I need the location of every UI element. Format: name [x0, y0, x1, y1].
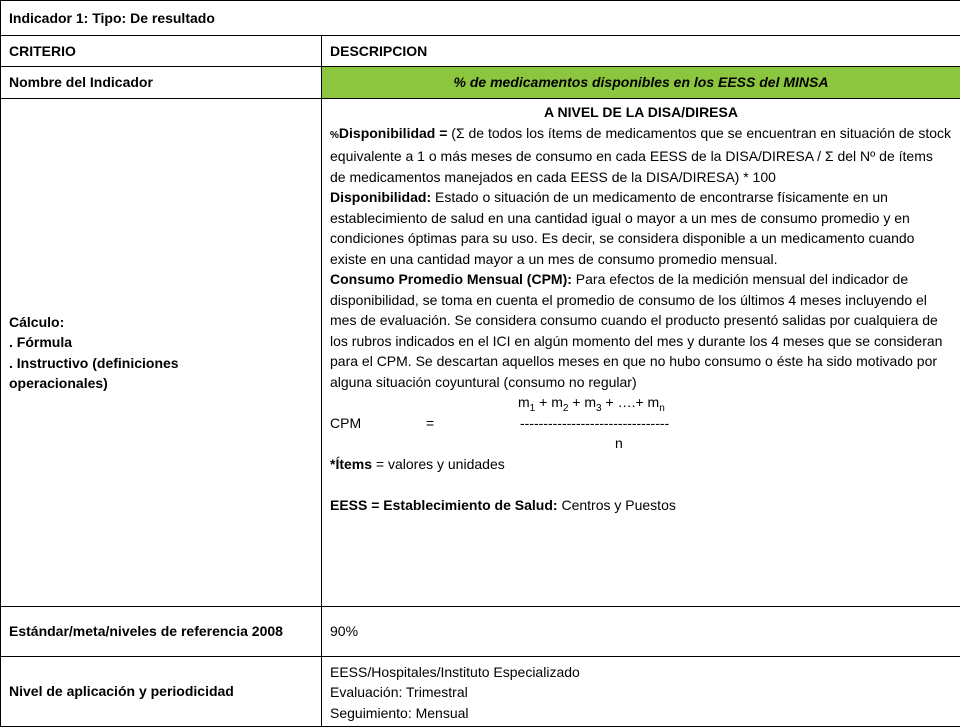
formula-text: (Σ de todos los ítems de medicamentos que se encuentran en situación de stock equivalente a 1 o más meses de consumo en cada EESS de la DISA/DIRESA / Σ del Nº de ítems de medicamentos manejados en cada EESS de la DISA/DIRESA) * 100: [330, 125, 951, 185]
nombre-label: Nombre del Indicador: [1, 67, 322, 99]
items-paragraph: [330, 454, 952, 475]
disponibilidad-paragraph: [330, 187, 952, 269]
numerator-plus: + m: [535, 394, 563, 410]
calculo-label-line: . Fórmula: [9, 332, 313, 353]
formula-paragraph: [330, 123, 952, 188]
cpm-paragraph: [330, 269, 952, 392]
cpm-denominator: n: [330, 433, 952, 454]
numerator-m: m: [518, 394, 530, 410]
cpm-dashes: --------------------------------: [520, 413, 669, 434]
calculo-label-line: . Instructivo (definiciones: [9, 353, 313, 374]
numerator-plus: + ….+ m: [602, 394, 660, 410]
disponibilidad-text: Estado o situación de un medicamento de encontrarse físicamente en un establecimiento de salud en una cantidad igual o mayor a un mes de consumo promedio y en condiciones óptimas para su uso. Es decir, se considera disponible a un medicamento cuando existe en una cantidad mayor a un mes de consumo promedio mensual.: [330, 189, 914, 267]
calculo-description: [322, 99, 960, 607]
formula-term: Disponibilidad =: [339, 125, 448, 141]
nivel-value: [322, 657, 960, 727]
nivel-label: Nivel de aplicación y periodicidad: [1, 657, 322, 727]
items-text: = valores y unidades: [372, 456, 505, 472]
eess-term: EESS = Establecimiento de Salud:: [330, 497, 558, 513]
formula-percent: %: [330, 130, 339, 141]
descripcion-header: DESCRIPCION: [322, 36, 960, 67]
cpm-equals: =: [426, 413, 520, 434]
calculo-label-line: Cálculo:: [9, 312, 313, 333]
indicator-header: Indicador 1: Tipo: De resultado: [1, 1, 960, 36]
nivel-line: EESS/Hospitales/Instituto Especializado: [330, 662, 952, 683]
eess-paragraph: [330, 495, 952, 516]
nombre-value: % de medicamentos disponibles en los EESS del MINSA: [322, 67, 960, 99]
cpm-term: Consumo Promedio Mensual (CPM):: [330, 271, 572, 287]
cpm-label: CPM: [330, 413, 426, 434]
nivel-line: Seguimiento: Mensual: [330, 703, 952, 724]
estandar-label: Estándar/meta/niveles de referencia 2008: [1, 607, 322, 657]
estandar-value: 90%: [322, 607, 960, 657]
cpm-numerator: [330, 392, 952, 413]
criterio-header: CRITERIO: [1, 36, 322, 67]
numerator-sub: 2: [563, 403, 569, 414]
cpm-text: Para efectos de la medición mensual del indicador de disponibilidad, se toma en cuenta el promedio de consumo de los últimos 4 meses incluyendo el mes de evaluación. Se considera consumo cuando el producto presentó salidas por cualquiera de los rubros indicados en el ICI en algún momento del mes y durante los 4 meses que se consideran para el CPM. Se descartan aquellos meses en que no hubo consumo o éste ha sido motivado por alguna situación coyuntural (consumo no regular): [330, 271, 942, 390]
numerator-sub: n: [659, 403, 665, 414]
numerator-sub: 1: [530, 403, 536, 414]
calculo-label-line: operacionales): [9, 373, 313, 394]
numerator-sub: 3: [596, 403, 602, 414]
items-term: *Ítems: [330, 456, 372, 472]
nivel-line: Evaluación: Trimestral: [330, 682, 952, 703]
section-title: A NIVEL DE LA DISA/DIRESA: [330, 102, 952, 123]
numerator-plus: + m: [568, 394, 596, 410]
eess-text: Centros y Puestos: [558, 497, 676, 513]
disponibilidad-term: Disponibilidad:: [330, 189, 431, 205]
cpm-fraction-line: [330, 413, 952, 434]
calculo-label: [1, 99, 322, 607]
blank-line: [330, 474, 952, 495]
